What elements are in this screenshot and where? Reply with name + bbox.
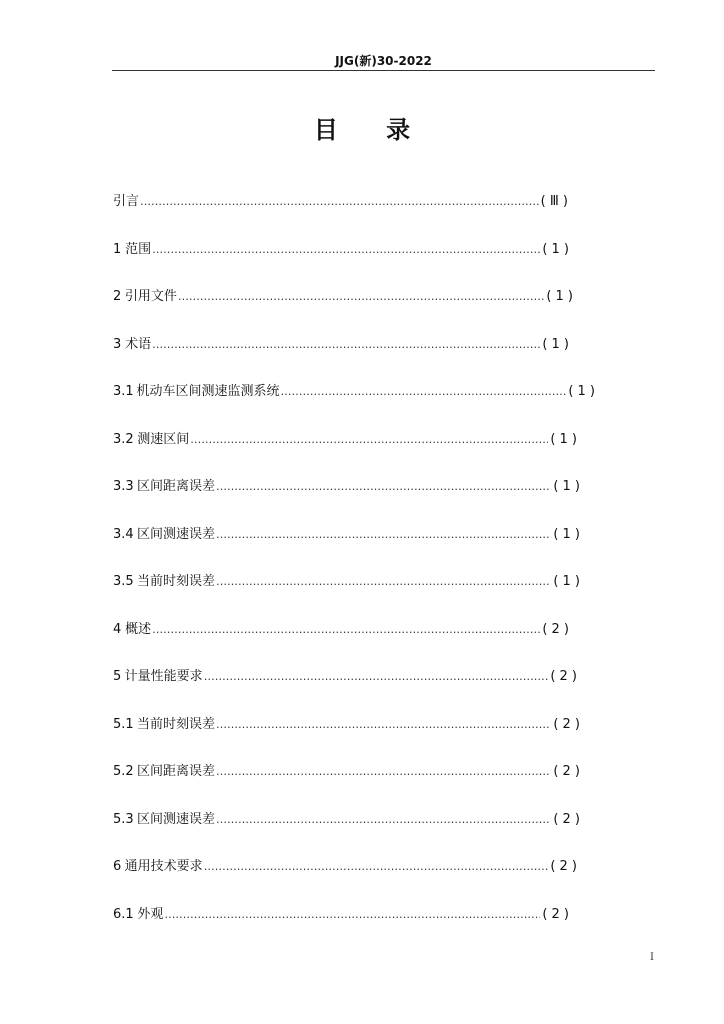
toc-entry[interactable] [113, 573, 580, 591]
toc-dot-leader [216, 526, 551, 544]
toc-dot-leader [281, 383, 567, 401]
toc-entry-number: 3.2 [113, 432, 134, 447]
toc-entry[interactable] [113, 478, 580, 496]
toc-entry-label: 引用文件 [124, 289, 177, 304]
toc-entry-page: ( 1 ) [542, 242, 569, 257]
toc-entry-number: 6.1 [113, 907, 134, 922]
toc-entry[interactable] [113, 336, 569, 354]
page-title: 目 录 [313, 116, 431, 144]
toc-dot-leader [216, 811, 551, 829]
toc-entry-label: 测速区间 [137, 432, 190, 447]
toc-entry-number: 3.1 [113, 384, 134, 399]
toc-entry[interactable] [113, 668, 577, 686]
toc-dot-leader [204, 858, 549, 876]
toc-entry-number: 5 [113, 669, 122, 684]
toc-entry-number: 6 [113, 859, 122, 874]
toc-entry[interactable] [113, 906, 569, 924]
toc-entry-page: ( 2 ) [553, 812, 580, 827]
toc-dot-leader [164, 906, 540, 924]
toc-entry-label: 概述 [125, 622, 152, 637]
toc-entry-label: 通用技术要求 [124, 859, 203, 874]
toc-entry-number: 3.4 [113, 527, 134, 542]
toc-entry-label: 机动车区间测速监测系统 [136, 384, 280, 399]
toc-dot-leader [190, 431, 548, 449]
page-number: I [650, 952, 654, 963]
toc-entry-label: 区间距离误差 [136, 479, 215, 494]
toc-entry-page: ( 1 ) [568, 384, 595, 399]
toc-entry[interactable] [113, 858, 577, 876]
toc-dot-leader [216, 716, 551, 734]
toc-dot-leader [204, 668, 549, 686]
toc-entry-page: ( 1 ) [553, 527, 580, 542]
toc-entry-number: 3.3 [113, 479, 134, 494]
toc-entry-label: 当前时刻误差 [136, 574, 215, 589]
toc-entry-page: ( Ⅲ ) [540, 194, 568, 209]
toc-entry-number: 5.3 [113, 812, 134, 827]
toc-entry-label: 区间距离误差 [136, 764, 215, 779]
toc-entry[interactable] [113, 763, 580, 781]
toc-dot-leader [152, 621, 540, 639]
toc-entry-page: ( 2 ) [542, 907, 569, 922]
toc-dot-leader [140, 193, 539, 211]
toc-entry-page: ( 1 ) [553, 479, 580, 494]
toc-entry-page: ( 2 ) [553, 764, 580, 779]
toc-entry-page: ( 2 ) [553, 717, 580, 732]
toc-entry-label: 外观 [137, 907, 164, 922]
toc-entry-label: 术语 [125, 337, 152, 352]
toc-entry-label: 区间测速误差 [136, 527, 215, 542]
toc-entry[interactable] [113, 288, 573, 306]
toc-entry[interactable] [113, 241, 569, 259]
toc-entry[interactable] [113, 193, 568, 211]
toc-entry-number: 5.2 [113, 764, 134, 779]
toc-entry[interactable] [113, 431, 577, 449]
toc-dot-leader [152, 336, 540, 354]
running-header: JJG(新)30-2022 [335, 54, 432, 68]
toc-entry-page: ( 1 ) [546, 289, 573, 304]
toc-dot-leader [178, 288, 544, 306]
toc-entry-label: 引言 [113, 194, 140, 209]
toc-entry-number: 4 [113, 622, 122, 637]
toc-entry-label: 范围 [125, 242, 152, 257]
toc-entry-page: ( 1 ) [553, 574, 580, 589]
toc-entry-page: ( 2 ) [550, 669, 577, 684]
toc-entry[interactable] [113, 811, 580, 829]
toc-dot-leader [216, 478, 551, 496]
toc-entry-page: ( 2 ) [542, 622, 569, 637]
toc-dot-leader [216, 763, 551, 781]
toc-entry-label: 区间测速误差 [136, 812, 215, 827]
toc-entry-number: 2 [113, 289, 122, 304]
toc-entry-number: 3 [113, 337, 122, 352]
toc-entry-page: ( 2 ) [550, 859, 577, 874]
toc-entry-page: ( 1 ) [542, 337, 569, 352]
toc-entry[interactable] [113, 526, 580, 544]
toc-entry-number: 5.1 [113, 717, 134, 732]
toc-entry-label: 当前时刻误差 [136, 717, 215, 732]
toc-entry-number: 3.5 [113, 574, 134, 589]
toc-entry-number: 1 [113, 242, 122, 257]
toc-dot-leader [152, 241, 540, 259]
toc-dot-leader [216, 573, 551, 591]
header-rule [112, 70, 655, 71]
toc-entry-label: 计量性能要求 [124, 669, 203, 684]
toc-entry-page: ( 1 ) [550, 432, 577, 447]
toc-entry[interactable] [113, 621, 569, 639]
toc-entry[interactable] [113, 383, 595, 401]
toc-entry[interactable] [113, 716, 580, 734]
